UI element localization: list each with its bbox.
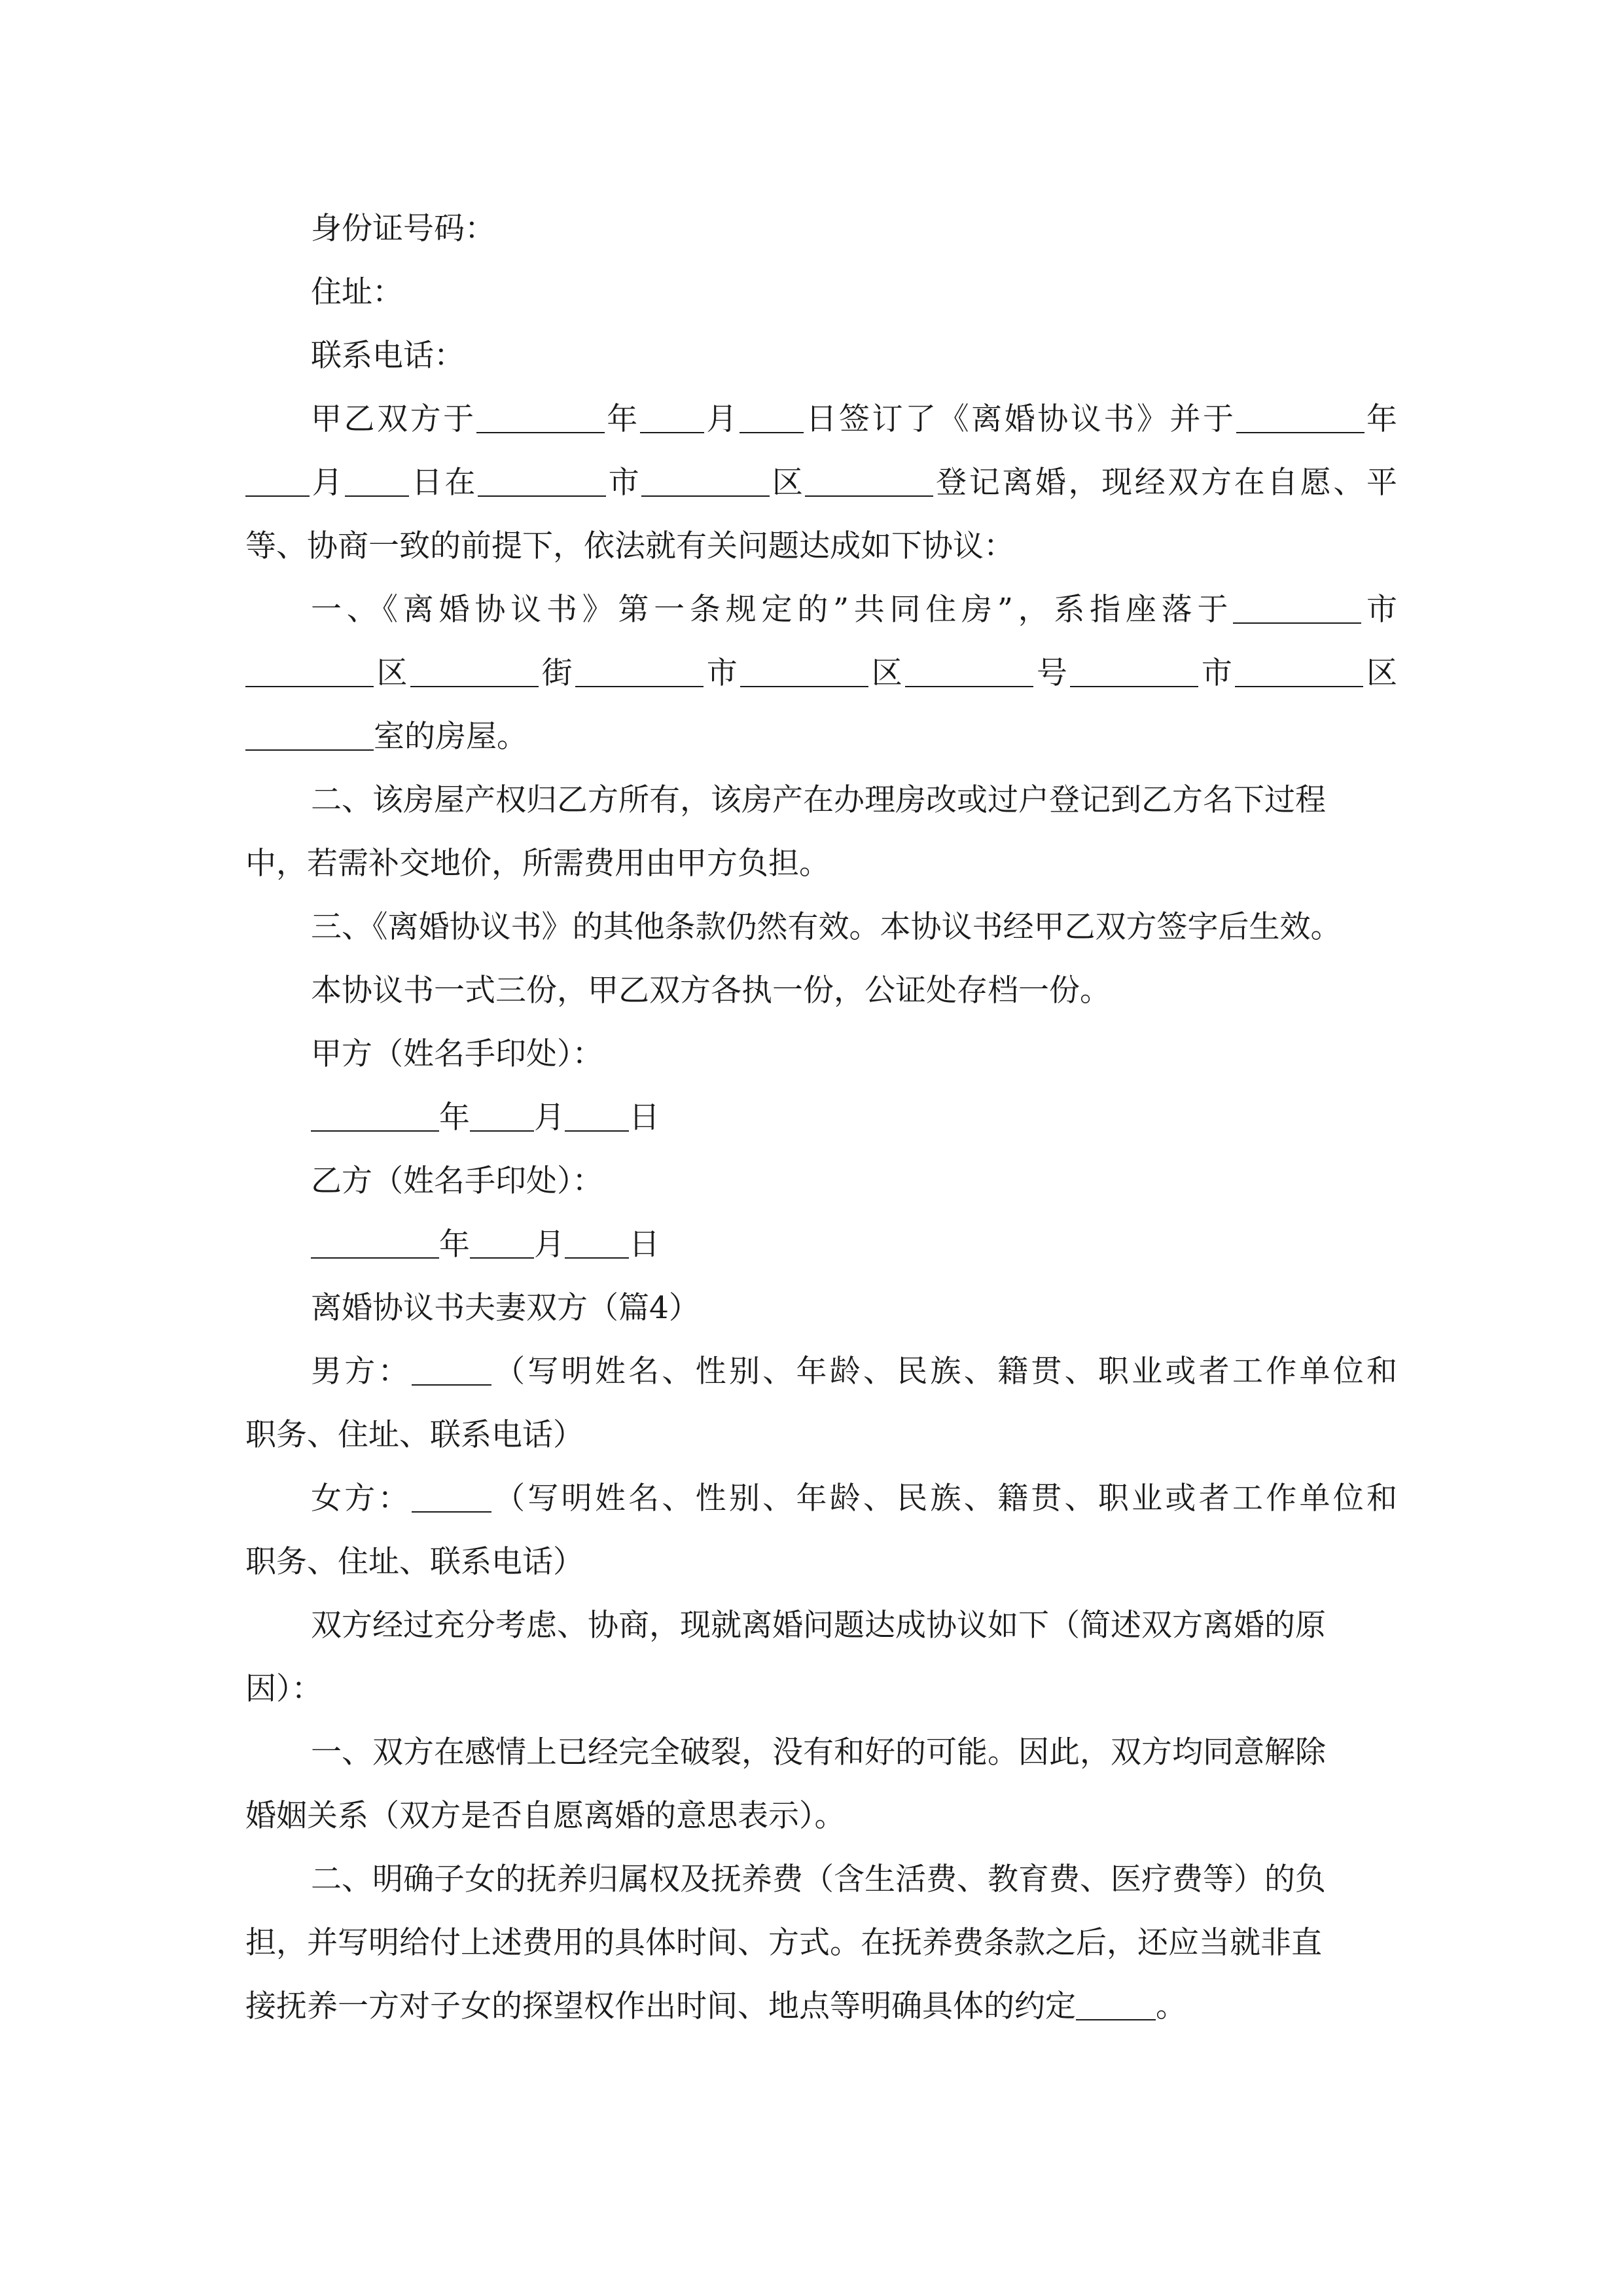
paragraph-line: 双方经过充分考虑、协商，现就离婚问题达成协议如下（简述双方离婚的原 [311,1607,1326,1643]
paragraph-line: 男方： （写明姓名、性别、年龄、民族、籍贯、职业或者工作单位和 [311,1354,1398,1390]
paragraph-line: 婚姻关系（双方是否自愿离婚的意思表示）。 [245,1798,846,1834]
paragraph-line: 女方： （写明姓名、性别、年龄、民族、籍贯、职业或者工作单位和 [311,1480,1398,1516]
paragraph-line: 甲乙双方于 年 月 日签订了《离婚协议书》并于 年 [311,401,1398,437]
party-b-signature-label: 乙方（姓名手印处）： [311,1163,603,1199]
party-a-signature-label: 甲方（姓名手印处）： [311,1036,603,1072]
paragraph-line: 一、《离婚协议书》第一条规定的”共同住房”，系指座落于 市 [311,592,1397,628]
paragraph-line: 接抚养一方对子女的探望权作出时间、地点等明确具体的约定 。 [245,1988,1186,2024]
paragraph-line: 职务、住址、联系电话） [245,1417,584,1453]
paragraph-line: 三、《离婚协议书》的其他条款仍然有效。本协议书经甲乙双方签字后生效。 [311,909,1342,945]
paragraph-line: 室的房屋。 [245,717,1397,757]
paragraph-line: 担，并写明给付上述费用的具体时间、方式。在抚养费条款之后，还应当就非直 [245,1925,1322,1961]
party-b-date-line: 年 月 日 [311,1225,1397,1265]
paragraph-line: 二、该房屋产权归乙方所有，该房产在办理房改或过户登记到乙方名下过程 [311,782,1326,818]
paragraph-line: 等、协商一致的前提下，依法就有关问题达成如下协议： [245,528,1014,564]
section-heading: 离婚协议书夫妻双方（篇4） [311,1290,700,1326]
paragraph-line: 一、双方在感情上已经完全破裂，没有和好的可能。因此，双方均同意解除 [311,1734,1326,1770]
phone-label: 联系电话： [311,338,465,374]
paragraph-line: 二、明确子女的抚养归属权及抚养费（含生活费、教育费、医疗费等）的负 [311,1861,1326,1897]
paragraph-line: 因）： [245,1671,323,1707]
paragraph-line: 职务、住址、联系电话） [245,1544,584,1580]
paragraph-line: 月 日在 市 区 登记离婚，现经双方在自愿、平 [245,463,1397,503]
id-number-label: 身份证号码： [311,211,495,247]
paragraph-line: 本协议书一式三份，甲乙双方各执一份，公证处存档一份。 [311,973,1111,1009]
paragraph-line: 中，若需补交地价，所需费用由甲方负担。 [245,846,830,882]
paragraph-line: 区 街 市 区 号 市 区 [245,654,1397,693]
address-label: 住址： [311,274,403,310]
party-a-date-line: 年 月 日 [311,1098,1397,1138]
